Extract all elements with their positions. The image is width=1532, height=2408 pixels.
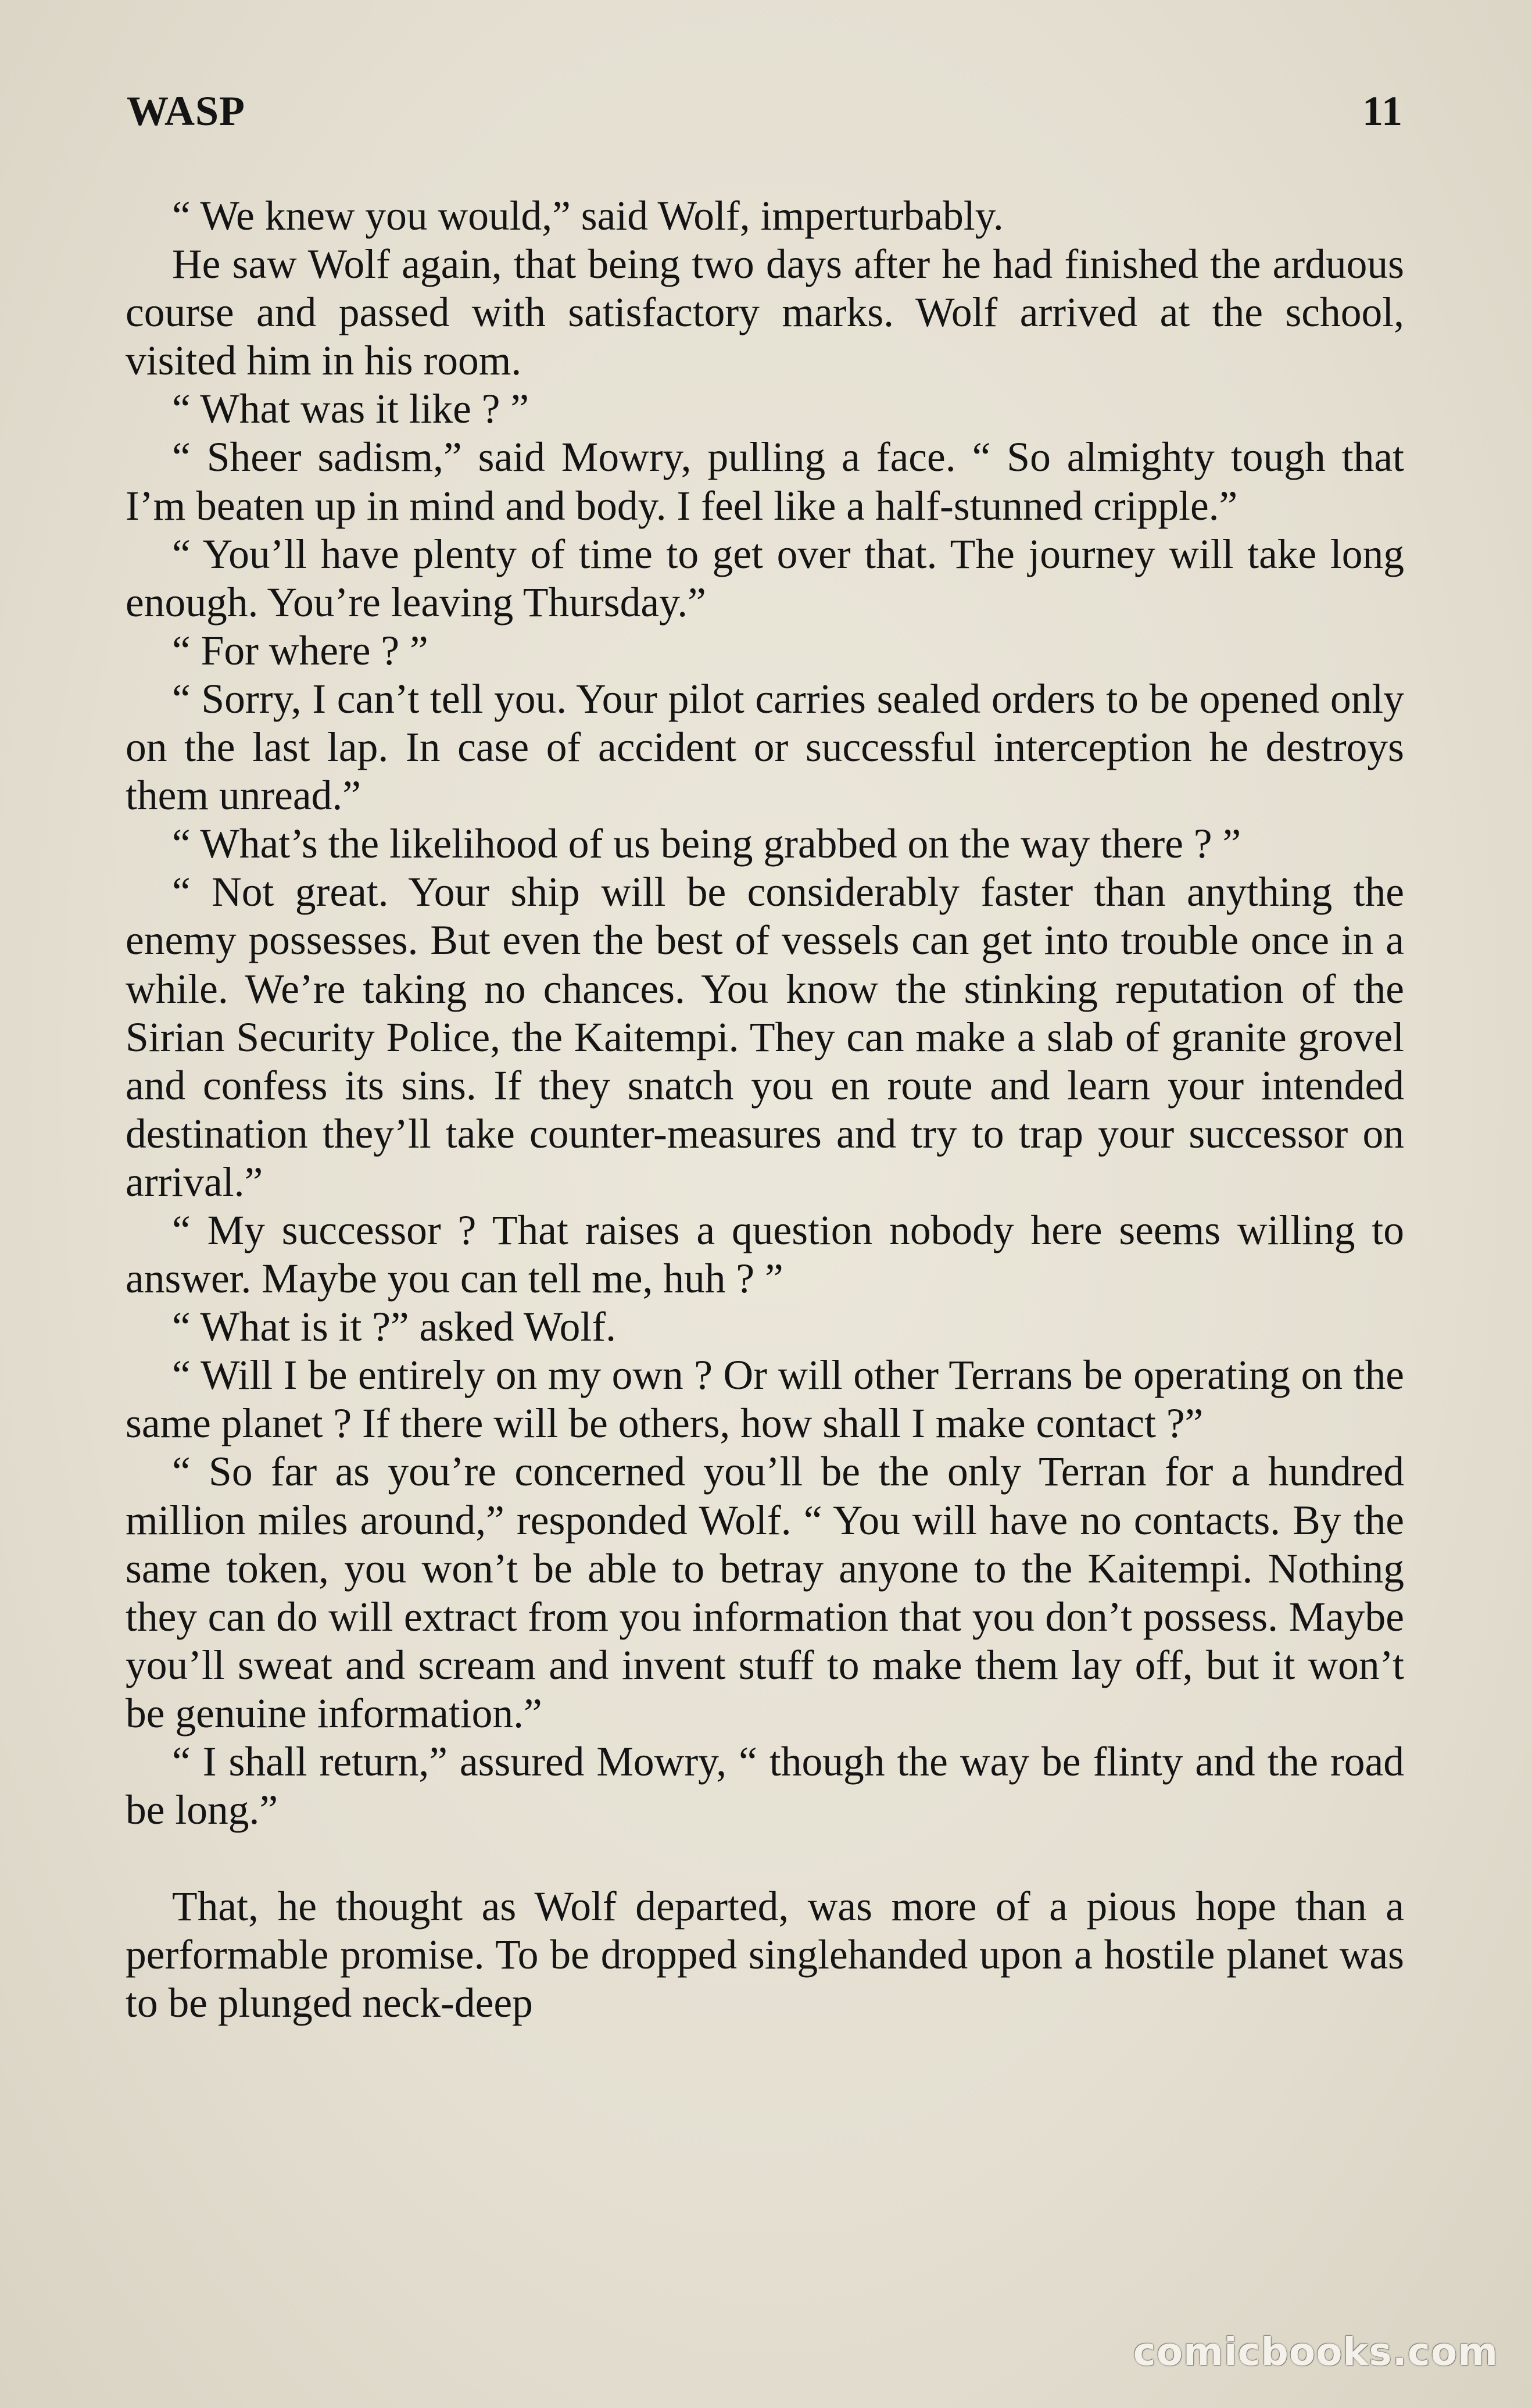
paragraph: That, he thought as Wolf departed, was more of a pious hope than a performable promise. To be dropped singlehanded upon a hostile planet was to be plunged neck-deep — [126, 1884, 1404, 2027]
running-head — [127, 87, 1403, 145]
paragraph: “ Not great. Your ship will be considerably faster than anything the enemy possesses. But even the best of vessels can get into trouble once in a while. We’re taking no chances. You know the stinking reputation of the Sirian Security Police, the Kaitempi. They can make a slab of granite grovel and confess its sins. If they snatch you en route and learn your intended destination they’ll take counter-measures and try to trap your successor on arrival.” — [126, 869, 1404, 1205]
paragraph: “ For where ? ” — [172, 627, 428, 674]
paragraph: “ What was it like ? ” — [172, 386, 529, 433]
paragraph: “ Sorry, I can’t tell you. Your pilot carries sealed orders to be opened only on the last lap. In case of accident or successful interception he destroys them unread.” — [126, 676, 1404, 819]
paragraph: “ What is it ?” asked Wolf. — [172, 1304, 616, 1351]
paragraph: “ My successor ? That raises a question nobody here seems willing to answer. Maybe you can tell me, huh ? ” — [126, 1207, 1404, 1302]
paragraph: He saw Wolf again, that being two days after he had finished the arduous course and passed with satisfactory marks. Wolf arrived at the school, visited him in his room. — [126, 241, 1404, 384]
paragraph: “ Sheer sadism,” said Mowry, pulling a face. “ So almighty tough that I’m beaten up in mind and body. I feel like a half-stunned cripple.” — [126, 434, 1404, 529]
page-number: 11 — [1362, 88, 1403, 134]
paragraph: “ We knew you would,” said Wolf, imperturbably. — [172, 193, 1004, 239]
paragraph: “ I shall return,” assured Mowry, “ though the way be flinty and the road be long.” — [126, 1739, 1404, 1834]
watermark: comicbooks.com — [1133, 2330, 1498, 2374]
book-title: WASP — [127, 88, 246, 134]
paragraph: “ What’s the likelihood of us being grabbed on the way there ? ” — [172, 821, 1241, 867]
paragraph: “ So far as you’re concerned you’ll be the only Terran for a hundred million miles around,” responded Wolf. “ You will have no contacts. By the same token, you won’t be able to betray anyone to the Kaitempi. Nothing they can do will extract from you information that you don’t possess. Maybe you’ll sweat and scream and invent stuff to make them lay off, but it won’t be genuine information.” — [126, 1449, 1404, 1737]
body-text — [126, 192, 1404, 2027]
paragraph: “ Will I be entirely on my own ? Or will other Terrans be operating on the same planet ? If there will be others, how shall I make contact ?” — [126, 1352, 1404, 1447]
paragraph: “ You’ll have plenty of time to get over that. The journey will take long enough. You’re leaving Thursday.” — [126, 531, 1404, 626]
